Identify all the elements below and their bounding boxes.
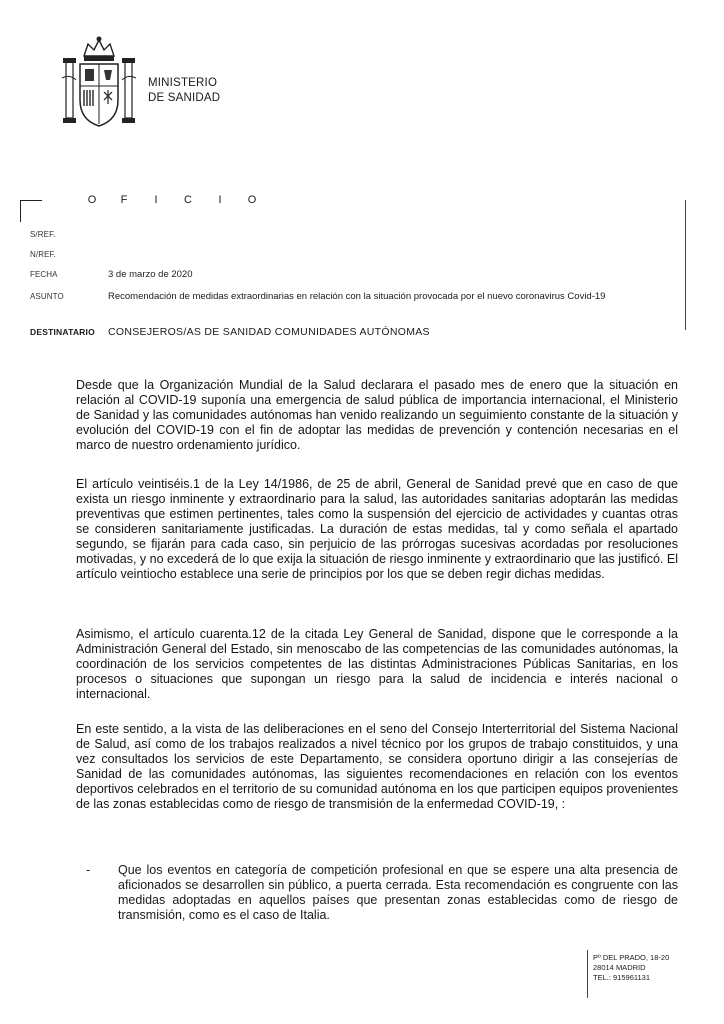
oficio-letter: O: [247, 194, 257, 206]
address-street: Pº DEL PRADO, 18-20: [593, 953, 670, 962]
paragraph-4: En este sentido, a la vista de las deliberaciones en el seno del Consejo Interterritorial del Sistema Nacional de Salud, así como de los trabajos realizados a nivel técnico por los grupos de trabajo constituidos, y una vez consultados los servicios de este Departamento, se considera oportuno dirigir a las consejerías de Sanidad de las comunidades autónomas, las siguientes recomendaciones en relación con los eventos deportivos celebrados en el territorio de su comunidad autónoma en los que participen equipos provenientes de las zonas establecidas como de riesgo de transmisión de la enfermedad COVID-19, :: [76, 722, 678, 811]
fecha-value: 3 de marzo de 2020: [108, 269, 193, 280]
frame-corner-left: [20, 200, 21, 222]
destinatario-value: CONSEJEROS/AS DE SANIDAD COMUNIDADES AUTÓNOMAS: [108, 326, 430, 338]
coat-of-arms-logo: [60, 34, 138, 132]
address-city: 28014 MADRID: [593, 963, 646, 972]
oficio-letter: I: [218, 194, 222, 206]
sref-label: S/REF.: [30, 230, 56, 239]
ministry-line-2: DE SANIDAD: [148, 92, 221, 104]
paragraph-1: Desde que la Organización Mundial de la Salud declarara el pasado mes de enero que la situación en relación al COVID-19 suponía una emergencia de salud pública de importancia internacional, el Ministerio de Sanidad y las comunidades autónomas han venido realizando un seguimiento constante de la situación y evolución del COVID-19 con el fin de adoptar las medidas de prevención y contención necesarias en el marco de nuestro ordenamiento jurídico.: [76, 378, 678, 452]
oficio-letter: C: [184, 194, 192, 206]
ministry-line-1: MINISTERIO: [148, 77, 218, 89]
oficio-letter: I: [154, 194, 158, 206]
frame-right-rule: [685, 200, 686, 330]
oficio-letter: F: [120, 194, 128, 206]
ministry-name: [148, 76, 220, 106]
bullet-dash: -: [86, 863, 91, 877]
fecha-label: FECHA: [30, 270, 58, 279]
paragraph-2: El artículo veintiséis.1 de la Ley 14/1986, de 25 de abril, General de Sanidad prevé que en caso de que exista un riesgo inminente y extraordinario para la salud, las autoridades sanitarias adoptarán las medidas preventivas que estimen pertinentes, tales como la suspensión del ejercicio de actividades y cuantas otras se consideren sanitariamente justificadas. La duración de estas medidas, tal y como señala el apartado segundo, se fijarán para cada caso, sin perjuicio de las prórrogas sucesivas acordadas por resoluciones motivadas, y no excederá de lo que exija la situación de riesgo inminente y extraordinario que las justificó. El artículo veintiocho establece una serie de principios por los que se deben regir dichas medidas.: [76, 477, 678, 581]
address-block: [593, 953, 669, 983]
asunto-value: Recomendación de medidas extraordinarias en relación con la situación provocada por el nuevo coronavirus Covid-19: [108, 291, 606, 302]
address-phone: TEL.: 915961131: [593, 973, 650, 982]
asunto-label: ASUNTO: [30, 292, 64, 301]
oficio-letter: O: [87, 194, 97, 206]
destinatario-label: DESTINATARIO: [30, 327, 95, 337]
nref-label: N/REF.: [30, 250, 56, 259]
frame-corner-top: [20, 200, 42, 201]
address-rule: [587, 950, 588, 998]
oficio-heading: [76, 194, 268, 206]
paragraph-3: Asimismo, el artículo cuarenta.12 de la citada Ley General de Sanidad, dispone que le corresponde a la Administración General del Estado, sin menoscabo de las competencias de las comunidades autónomas, la coordinación de los servicios competentes de las distintas Administraciones Públicas Sanitarias, en los procesos o situaciones que supongan un riesgo para la salud de incidencia e interés nacional o internacional.: [76, 627, 678, 701]
bullet-item-1: Que los eventos en categoría de competición profesional en que se espere una alta presencia de aficionados se desarrollen sin público, a puerta cerrada. Esta recomendación es congruente con las medidas adoptadas en aquellos países que presentan zonas establecidas como de riesgo de transmisión, como es el caso de Italia.: [118, 863, 678, 922]
